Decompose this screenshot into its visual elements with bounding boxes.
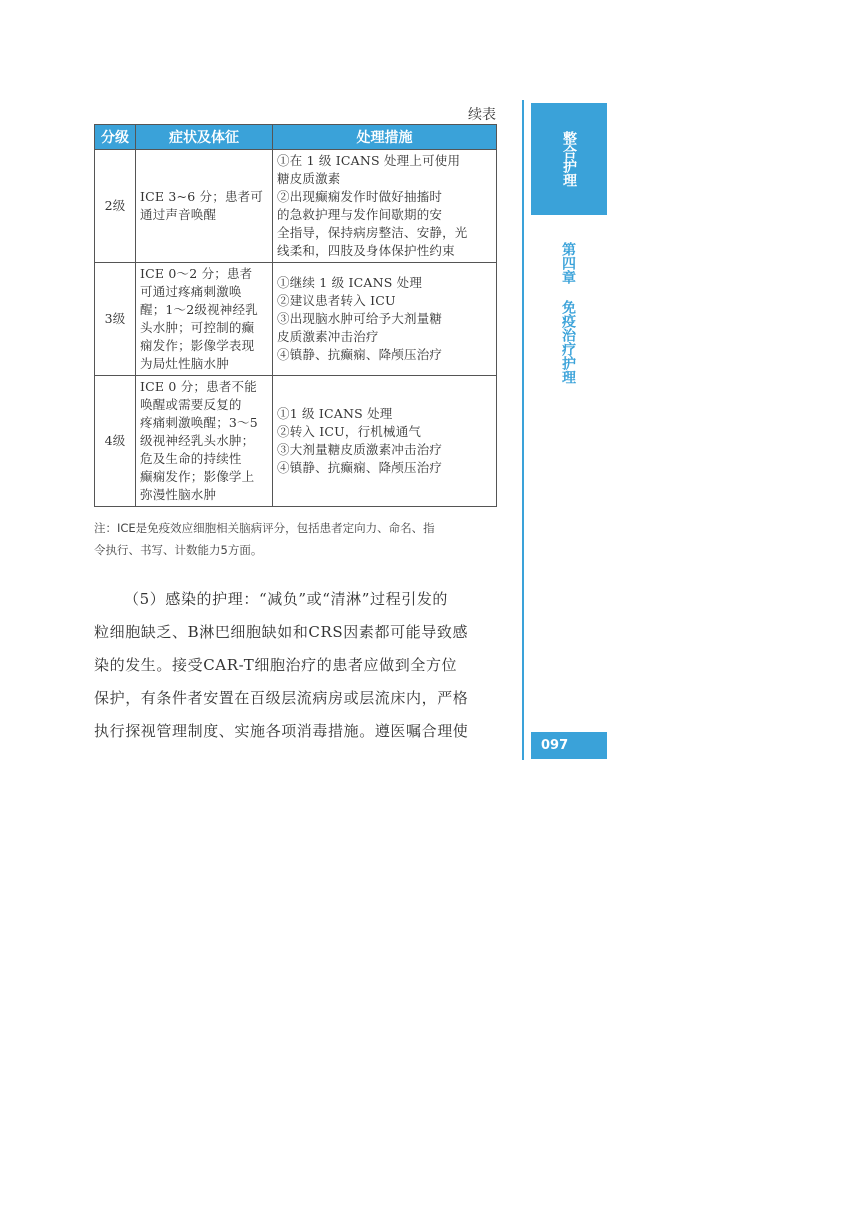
action-line: ③出现脑水肿可给予大剂量糖	[277, 311, 443, 326]
grade-cell: 3级	[95, 263, 136, 376]
symptom-line: ICE 3~6 分；患者可	[140, 189, 264, 204]
note-line: 注：ICE是免疫效应细胞相关脑病评分，包括患者定向力、命名、指	[94, 521, 435, 535]
symptoms-cell	[136, 376, 273, 507]
paragraph-line: 保护，有条件者安置在百级层流病房或层流床内，严格	[94, 689, 469, 707]
symptom-line: ICE 0 分；患者不能	[140, 379, 257, 394]
action-line: ④镇静、抗癫痫、降颅压治疗	[277, 347, 443, 362]
action-line: ③大剂量糖皮质激素冲击治疗	[277, 442, 443, 457]
table-row	[95, 376, 497, 507]
action-line: 全指导，保持病房整洁、安静，光	[277, 225, 468, 240]
action-line: ①1 级 ICANS 处理	[277, 406, 393, 421]
table-header-row	[95, 125, 497, 150]
symptom-line: 癫痫发作；影像学上	[140, 469, 255, 484]
actions-cell	[273, 150, 497, 263]
paragraph-line: （5）感染的护理：“减负”或“清淋”过程引发的	[124, 590, 449, 608]
symptom-line: 可通过疼痛刺激唤	[140, 284, 242, 299]
action-line: ②出现癫痫发作时做好抽搐时	[277, 189, 443, 204]
action-line: ①继续 1 级 ICANS 处理	[277, 275, 423, 290]
actions-cell	[273, 263, 497, 376]
page-number: 097	[531, 732, 607, 759]
body-paragraph	[94, 583, 496, 748]
action-line: 线柔和，四肢及身体保护性约束	[277, 243, 455, 258]
symptoms-cell	[136, 150, 273, 263]
chapter-label: 第四章 免疫治疗护理	[560, 242, 576, 384]
section-tab	[531, 103, 607, 215]
margin-divider	[522, 100, 524, 760]
actions-cell	[273, 376, 497, 507]
symptom-line: ICE 0～2 分；患者	[140, 266, 253, 281]
action-line: 皮质激素冲击治疗	[277, 329, 379, 344]
note-line: 令执行、书写、计数能力5方面。	[94, 543, 263, 557]
symptom-line: 疼痛刺激唤醒；3～5	[140, 415, 258, 430]
grade-cell: 4级	[95, 376, 136, 507]
continued-label: 续表	[468, 107, 496, 123]
table-row	[95, 263, 497, 376]
symptom-line: 痫发作；影像学表现	[140, 338, 255, 353]
action-line: 的急救护理与发作间歇期的安	[277, 207, 443, 222]
section-tab-label: 整合护理	[561, 131, 577, 187]
symptom-line: 头水肿；可控制的癫	[140, 320, 255, 335]
paragraph-line: 执行探视管理制度、实施各项消毒措施。遵医嘱合理使	[94, 722, 469, 740]
action-line: ④镇静、抗癫痫、降颅压治疗	[277, 460, 443, 475]
grade-cell: 2级	[95, 150, 136, 263]
symptom-line: 唤醒或需要反复的	[140, 397, 242, 412]
action-line: ①在 1 级 ICANS 处理上可使用	[277, 153, 461, 168]
symptom-line: 级视神经乳头水肿；	[140, 433, 255, 448]
symptom-line: 为局灶性脑水肿	[140, 356, 229, 371]
action-line: ②建议患者转入 ICU	[277, 293, 396, 308]
table-footnote	[94, 517, 496, 561]
symptoms-cell	[136, 263, 273, 376]
header-grade: 分级	[95, 125, 136, 150]
symptom-line: 弥漫性脑水肿	[140, 487, 217, 502]
symptom-line: 醒；1～2级视神经乳	[140, 302, 258, 317]
table-row	[95, 150, 497, 263]
symptom-line: 通过声音唤醒	[140, 207, 217, 222]
header-symptoms: 症状及体征	[136, 125, 273, 150]
ican-grading-table	[94, 124, 497, 507]
action-line: ②转入 ICU，行机械通气	[277, 424, 422, 439]
paragraph-line: 粒细胞缺乏、B淋巴细胞缺如和CRS因素都可能导致感	[94, 623, 469, 641]
action-line: 糖皮质激素	[277, 171, 341, 186]
symptom-line: 危及生命的持续性	[140, 451, 242, 466]
header-actions: 处理措施	[273, 125, 497, 150]
paragraph-line: 染的发生。接受CAR-T细胞治疗的患者应做到全方位	[94, 656, 458, 674]
